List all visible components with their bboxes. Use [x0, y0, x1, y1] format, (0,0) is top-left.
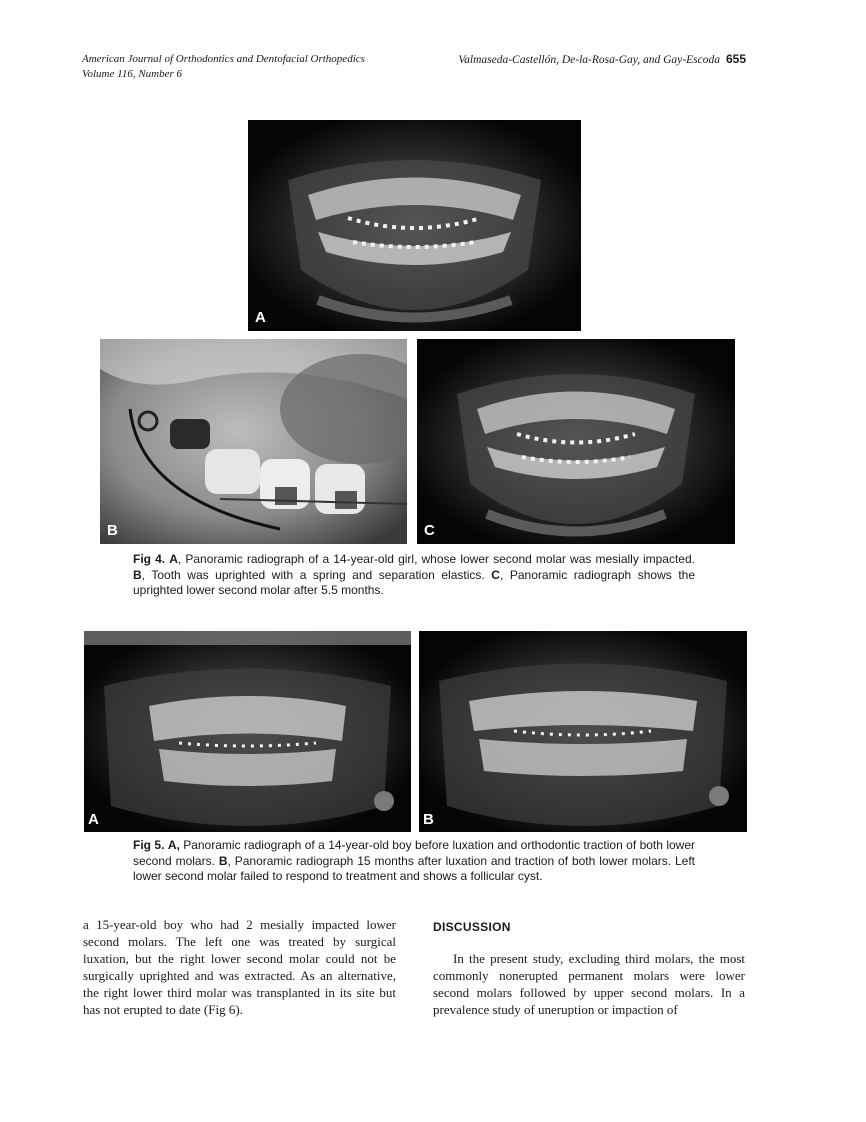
caption-a-label: A,	[167, 838, 180, 852]
page-number: 655	[725, 52, 746, 66]
fig4-panel-c-radiograph	[417, 339, 735, 544]
intraoral-photo-image	[100, 339, 407, 544]
caption-a-text: , Panoramic radiograph of a 14-year-old girl, whose lower second molar was mesially impacted.	[177, 552, 695, 566]
panel-label-b: B	[107, 522, 118, 539]
panel-label-a: A	[88, 811, 99, 828]
fig5-panel-b-radiograph	[419, 631, 747, 832]
panel-label-c: C	[424, 522, 435, 539]
panoramic-xray-image	[84, 631, 411, 832]
fig5-caption	[133, 838, 695, 885]
section-heading-discussion: DISCUSSION	[433, 920, 511, 934]
journal-volume: Volume 116, Number 6	[82, 68, 183, 80]
panel-label-b: B	[423, 811, 434, 828]
body-paragraph: In the present study, excluding third molars, the most commonly nonerupted permanent molars were lower second molars followed by upper second molars. In a prevalence study of uneruption or impaction of	[433, 951, 745, 1017]
running-header-authors	[458, 52, 746, 68]
panel-label-a: A	[255, 309, 266, 326]
fig5-panel-a-radiograph	[84, 631, 411, 832]
caption-c-text: , Panoramic radiograph shows the uprighted lower second molar after 5.5 months.	[133, 567, 695, 597]
fig4-panel-a-radiograph	[248, 120, 581, 331]
caption-a-text: Panoramic radiograph of a 14-year-old boy before luxation and orthodontic traction of both lower second molars.	[133, 838, 695, 868]
fig4-panel-b-photo	[100, 339, 407, 544]
body-left-column	[83, 916, 396, 1018]
caption-b-text: , Panoramic radiograph 15 months after luxation and traction of both lower molars. Left lower second molar failed to respond to treatment and shows a follicular cyst.	[133, 853, 696, 883]
body-paragraph: a 15-year-old boy who had 2 mesially impacted lower second molars. The left one was treated by surgical luxation, but the right lower second molar could not be surgically uprighted and was extracted. As an alternative, the right lower third molar was transplanted in its site but has not erupted to date (Fig 6).	[83, 917, 396, 1017]
caption-b-label: B	[133, 567, 142, 582]
caption-fig-label: Fig 4.	[133, 552, 166, 566]
caption-c-label: C	[491, 567, 500, 582]
author-list: Valmaseda-Castellón, De-la-Rosa-Gay, and Gay-Escoda	[458, 54, 720, 66]
panoramic-xray-image	[248, 120, 581, 331]
caption-b-text: , Tooth was uprighted with a spring and separation elastics.	[141, 567, 492, 582]
panoramic-xray-image	[419, 631, 747, 832]
panoramic-xray-image	[417, 339, 735, 544]
caption-b-label: B	[218, 853, 228, 868]
caption-fig-label: Fig 5.	[133, 838, 165, 852]
fig4-caption	[133, 552, 695, 599]
caption-a-label: A	[169, 552, 178, 566]
running-header-journal	[82, 52, 365, 82]
body-right-column	[433, 950, 745, 1018]
journal-title: American Journal of Orthodontics and Dentofacial Orthopedics	[82, 53, 365, 65]
